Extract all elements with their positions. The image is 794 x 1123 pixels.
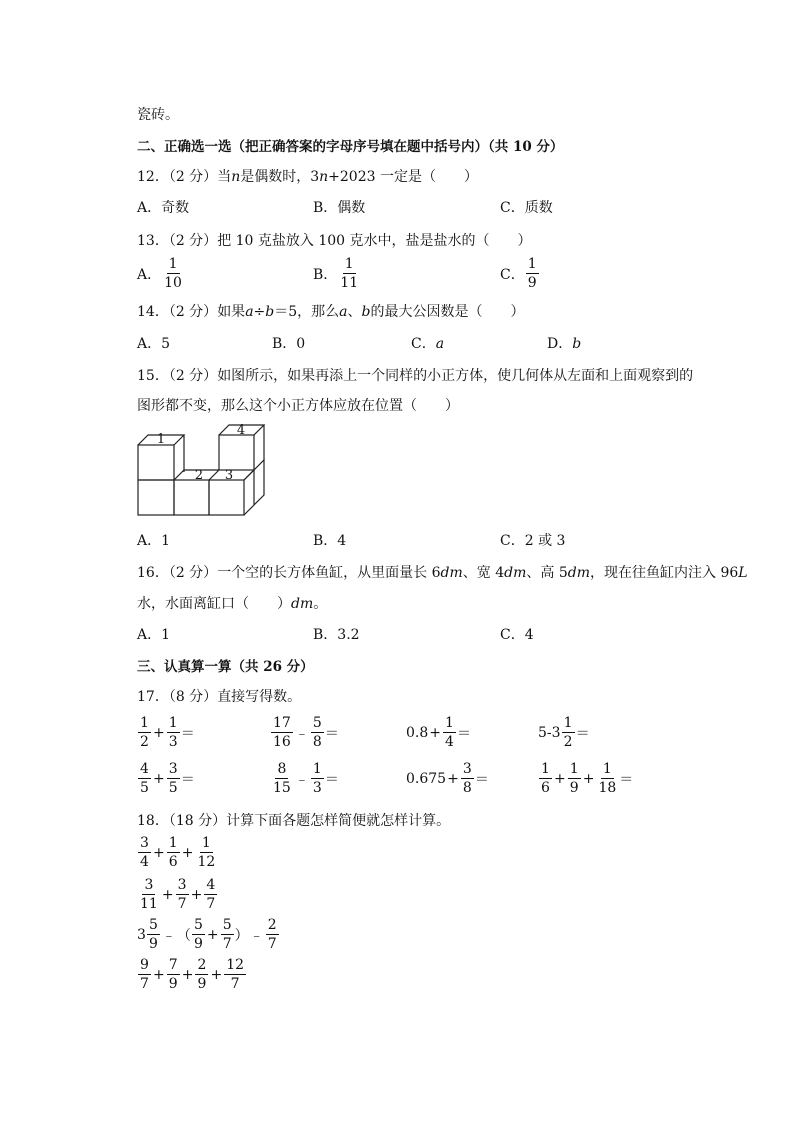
plus-sign: + <box>554 770 566 787</box>
equals-sign: ＝ <box>457 725 471 742</box>
q14-var-a: a <box>245 304 254 320</box>
plus-sign: + <box>181 844 194 861</box>
q15-score: （2 分） <box>168 368 218 384</box>
plus-sign: + <box>206 926 219 943</box>
fraction <box>311 716 324 749</box>
q13-option-b-fraction <box>338 257 360 290</box>
fraction-numerator: 5 <box>221 918 234 935</box>
q18-expr-4 <box>137 958 247 991</box>
fraction-numerator: 9 <box>138 958 151 975</box>
fraction-numerator: 2 <box>266 918 279 935</box>
fraction-numerator: 3 <box>176 878 189 895</box>
q16-unit-5: dm <box>291 596 314 612</box>
fraction-denominator: 11 <box>140 896 158 912</box>
q17-expr-8 <box>538 762 633 795</box>
q14-number: 14． <box>137 304 169 320</box>
fraction <box>138 716 151 749</box>
whole-part: 3 <box>137 926 146 943</box>
fraction-numerator: 3 <box>138 836 151 853</box>
fraction-numerator: 1 <box>539 762 552 779</box>
fraction-denominator: 7 <box>177 896 187 912</box>
fraction <box>195 836 217 869</box>
fraction <box>266 918 279 951</box>
plus-sign: + <box>153 724 165 741</box>
q16-text-3: 、高 5 <box>526 565 568 581</box>
fraction-numerator: 3 <box>142 878 155 895</box>
left-paren: （ <box>176 927 191 944</box>
fraction-numerator: 1 <box>167 836 180 853</box>
q12-score: （2 分） <box>168 169 218 185</box>
fraction <box>596 762 618 795</box>
q15-option-b: B．4 <box>313 533 347 549</box>
fraction-denominator: 4 <box>140 854 149 870</box>
fraction <box>271 716 293 749</box>
q13-number: 13． <box>137 233 169 249</box>
section-2-title: 二、正确选一选（把正确答案的字母序号填在题中括号内）（共 10 分） <box>137 139 564 155</box>
right-paren: ） <box>234 927 249 944</box>
q13-score: （2 分） <box>168 233 218 249</box>
plus-sign: + <box>429 724 441 741</box>
q14-var-b: b <box>265 304 275 320</box>
q13-text: 把 10 克盐放入 100 克水中，盐是盐水的（ ） <box>217 233 532 249</box>
q14-option-b-label: B． <box>272 336 297 352</box>
fraction <box>568 762 581 795</box>
fraction <box>562 716 575 749</box>
fraction-denominator: 7 <box>230 976 240 992</box>
fraction-numerator: 17 <box>273 715 291 731</box>
fraction <box>539 762 552 795</box>
question-16-line-2 <box>137 593 327 613</box>
equals-sign: ＝ <box>474 771 489 788</box>
q17-expr-4 <box>538 716 590 749</box>
fraction-numerator: 1 <box>562 716 575 733</box>
fraction <box>138 836 151 869</box>
q13-option-a <box>137 257 185 290</box>
q12-number: 12． <box>137 169 169 185</box>
plus-sign: + <box>190 886 203 903</box>
q17-expr-3 <box>406 716 471 749</box>
q12-text-2: 是偶数时，3 <box>240 169 320 185</box>
fraction-denominator: 2 <box>140 734 149 750</box>
cube-label-1: 1 <box>156 432 166 447</box>
question-16-line-1 <box>137 562 748 582</box>
q18-expr-3 <box>137 918 280 951</box>
fraction-denominator: 9 <box>148 936 158 952</box>
q16-text-5: 水，水面离缸口（ ） <box>137 596 291 612</box>
continuation-text: 瓷砖。 <box>137 107 179 123</box>
fraction-denominator: 9 <box>527 275 537 291</box>
q16-unit-3: dm <box>567 565 591 581</box>
q18-score: （18 分） <box>168 813 227 829</box>
fraction-numerator: 1 <box>200 836 213 853</box>
fraction-denominator: 7 <box>140 976 149 992</box>
fraction-numerator: 5 <box>192 918 205 935</box>
fraction-denominator: 15 <box>273 780 291 796</box>
fraction-denominator: 18 <box>598 780 617 796</box>
q16-text-1: 一个空的长方体鱼缸，从里面量长 6 <box>217 565 441 581</box>
q16-unit-1: dm <box>440 565 463 581</box>
plus-sign: + <box>153 966 165 983</box>
minus-sign: ﹣ <box>249 927 264 944</box>
q14-option-c-value: a <box>435 336 445 352</box>
plus-sign: + <box>153 770 165 787</box>
fraction-denominator: 5 <box>168 780 178 796</box>
q16-unit-4: L <box>738 565 748 581</box>
question-17 <box>137 686 301 706</box>
fraction-denominator: 5 <box>140 780 149 796</box>
fraction-denominator: 7 <box>267 936 277 952</box>
minus-sign: - <box>546 724 552 741</box>
q14-div-sign: ÷ <box>253 304 266 320</box>
q17-score: （8 分） <box>168 689 218 705</box>
fraction <box>311 762 324 795</box>
q14-text-3: 的最大公因数是（ ） <box>370 304 525 320</box>
q16-option-c: C．4 <box>500 627 534 643</box>
fraction-numerator: 5 <box>147 918 160 935</box>
q16-score: （2 分） <box>168 565 218 581</box>
q18-expr-2 <box>137 878 218 911</box>
q14-text-2: ＝5，那么 <box>274 304 340 320</box>
q12-text-3: +2023 一定是（ ） <box>328 169 478 185</box>
fraction-denominator: 3 <box>168 734 178 750</box>
q14-score: （2 分） <box>168 304 218 320</box>
fraction <box>138 762 151 795</box>
question-14 <box>137 301 525 321</box>
fraction <box>443 716 456 749</box>
q14-option-a <box>137 333 170 353</box>
q13-option-b <box>313 257 361 290</box>
fraction-numerator: 1 <box>167 257 180 274</box>
q17-expr-1 <box>137 716 195 749</box>
fraction-denominator: 6 <box>168 854 178 870</box>
equals-sign: ＝ <box>180 771 195 788</box>
fraction-denominator: 9 <box>197 976 207 992</box>
fraction-denominator: 6 <box>541 780 550 796</box>
fraction <box>195 958 208 991</box>
q12-option-c: C．质数 <box>500 200 553 216</box>
q15-text-1: 如图所示，如果再添上一个同样的小正方体，使几何体从左面和上面观察到的 <box>217 368 694 384</box>
fraction-denominator: 9 <box>193 936 203 952</box>
q18-expr-1 <box>137 836 218 869</box>
cube-label-2: 2 <box>194 468 204 483</box>
fraction <box>167 958 180 991</box>
fraction-numerator: 12 <box>226 957 245 973</box>
plus-sign: + <box>153 844 165 861</box>
equals-sign: ＝ <box>324 771 339 788</box>
q17-expr-6 <box>270 762 339 795</box>
fraction-denominator: 4 <box>445 734 454 750</box>
fraction-numerator: 1 <box>443 716 456 733</box>
cube-label-3: 3 <box>224 468 234 483</box>
fraction-numerator: 4 <box>204 878 217 895</box>
question-15-line-2: 图形都不变，那么这个小正方体应放在位置（ ） <box>137 398 459 414</box>
q15-option-c: C．2 或 3 <box>500 533 566 549</box>
fraction-denominator: 8 <box>312 734 322 750</box>
q18-text: 计算下面各题怎样简便就怎样计算。 <box>226 813 451 829</box>
q13-option-a-fraction <box>162 257 184 290</box>
minus-sign: ﹣ <box>294 771 309 788</box>
q15-number: 15． <box>137 368 169 384</box>
equals-sign: ＝ <box>619 771 634 788</box>
minus-sign: ﹣ <box>161 927 176 944</box>
plus-sign: + <box>210 966 223 983</box>
q12-var-n2: n <box>319 169 329 185</box>
fraction <box>221 918 234 951</box>
plus-sign: + <box>582 770 595 787</box>
fraction-denominator: 3 <box>312 780 322 796</box>
q14-option-c <box>411 333 444 353</box>
q14-var-b2: b <box>361 304 371 320</box>
plus-sign: + <box>181 966 194 983</box>
fraction-numerator: 4 <box>138 762 151 779</box>
q17-expr-5 <box>137 762 195 795</box>
fraction-numerator: 1 <box>568 762 581 779</box>
q14-option-a-label: A． <box>137 336 162 352</box>
fraction <box>176 878 189 911</box>
fraction-denominator: 2 <box>563 734 573 750</box>
q13-option-b-label: B． <box>313 266 338 283</box>
q14-option-d-label: D． <box>547 336 573 352</box>
fraction-numerator: 3 <box>461 762 474 779</box>
decimal-number: 0.8 <box>406 724 429 741</box>
q15-option-a: A．1 <box>137 533 171 549</box>
fraction-numerator: 5 <box>311 716 324 733</box>
q17-expr-2 <box>270 716 339 749</box>
fraction-numerator: 2 <box>195 958 208 975</box>
q17-number: 17． <box>137 689 169 705</box>
q13-option-c-label: C． <box>500 266 525 283</box>
fraction <box>167 836 180 869</box>
q14-option-c-label: C． <box>411 336 436 352</box>
q13-option-c-fraction <box>526 257 539 290</box>
q14-text-1: 如果 <box>217 304 246 320</box>
question-12 <box>137 166 478 186</box>
q14-option-d-value: b <box>572 336 582 352</box>
q14-option-b <box>272 333 305 353</box>
q16-number: 16． <box>137 565 169 581</box>
fraction-denominator: 16 <box>273 734 291 750</box>
question-15-line-1 <box>137 365 693 385</box>
q16-option-a: A．1 <box>137 627 171 643</box>
equals-sign: ＝ <box>180 725 195 742</box>
fraction <box>204 878 217 911</box>
fraction-denominator: 10 <box>164 275 182 291</box>
q14-var-a2: a <box>339 304 348 320</box>
q14-separator: 、 <box>347 304 362 320</box>
q12-option-b: B．偶数 <box>313 200 366 216</box>
q18-number: 18． <box>137 813 169 829</box>
q14-option-d <box>547 333 581 353</box>
fraction-numerator: 3 <box>167 762 180 779</box>
cube-label-4: 4 <box>236 423 246 438</box>
q14-option-a-value: 5 <box>161 336 171 352</box>
q16-unit-2: dm <box>504 565 527 581</box>
q13-option-c <box>500 257 540 290</box>
cube-figure <box>133 418 273 520</box>
fraction <box>138 878 160 911</box>
equals-sign: ＝ <box>575 725 590 742</box>
fraction-denominator: 8 <box>462 780 472 796</box>
fraction-numerator: 1 <box>167 716 180 733</box>
q14-option-b-value: 0 <box>296 336 306 352</box>
q16-text-2: 、宽 4 <box>462 565 505 581</box>
q16-text-4: ，现在往鱼缸内注入 96 <box>590 565 739 581</box>
fraction-denominator: 12 <box>197 854 216 870</box>
fraction-numerator: 8 <box>275 762 288 779</box>
q12-option-a: A．奇数 <box>137 200 190 216</box>
fraction <box>167 762 180 795</box>
fraction-numerator: 1 <box>601 762 614 779</box>
q12-var-n: n <box>231 169 241 185</box>
fraction <box>271 762 293 795</box>
fraction-denominator: 7 <box>222 936 232 952</box>
question-13 <box>137 230 532 250</box>
fraction <box>147 918 160 951</box>
section-3-title: 三、认真算一算（共 26 分） <box>137 659 314 675</box>
decimal-number: 0.675 <box>406 770 447 787</box>
plus-sign: + <box>447 770 459 787</box>
minus-sign: ﹣ <box>294 725 309 742</box>
fraction-denominator: 9 <box>168 976 178 992</box>
q12-text-1: 当 <box>217 169 232 185</box>
q17-text: 直接写得数。 <box>217 689 302 705</box>
equals-sign: ＝ <box>324 725 339 742</box>
fraction-numerator: 1 <box>343 257 356 274</box>
question-18 <box>137 810 450 830</box>
plus-sign: + <box>161 886 174 903</box>
q13-option-a-label: A． <box>137 266 162 283</box>
q17-expr-7 <box>406 762 489 795</box>
fraction-numerator: 1 <box>138 716 151 733</box>
fraction-denominator: 9 <box>569 780 579 796</box>
fraction-numerator: 1 <box>526 257 539 274</box>
fraction-denominator: 7 <box>206 896 216 912</box>
whole-part: 3 <box>551 724 561 741</box>
q16-option-b: B．3.2 <box>313 627 360 643</box>
whole-number: 5 <box>538 724 547 741</box>
q16-text-6: 。 <box>313 596 328 612</box>
fraction-numerator: 7 <box>167 958 180 975</box>
fraction <box>224 958 246 991</box>
fraction <box>167 716 180 749</box>
fraction <box>192 918 205 951</box>
fraction <box>461 762 474 795</box>
fraction-denominator: 11 <box>340 275 359 291</box>
fraction <box>138 958 151 991</box>
fraction-numerator: 1 <box>311 762 324 779</box>
